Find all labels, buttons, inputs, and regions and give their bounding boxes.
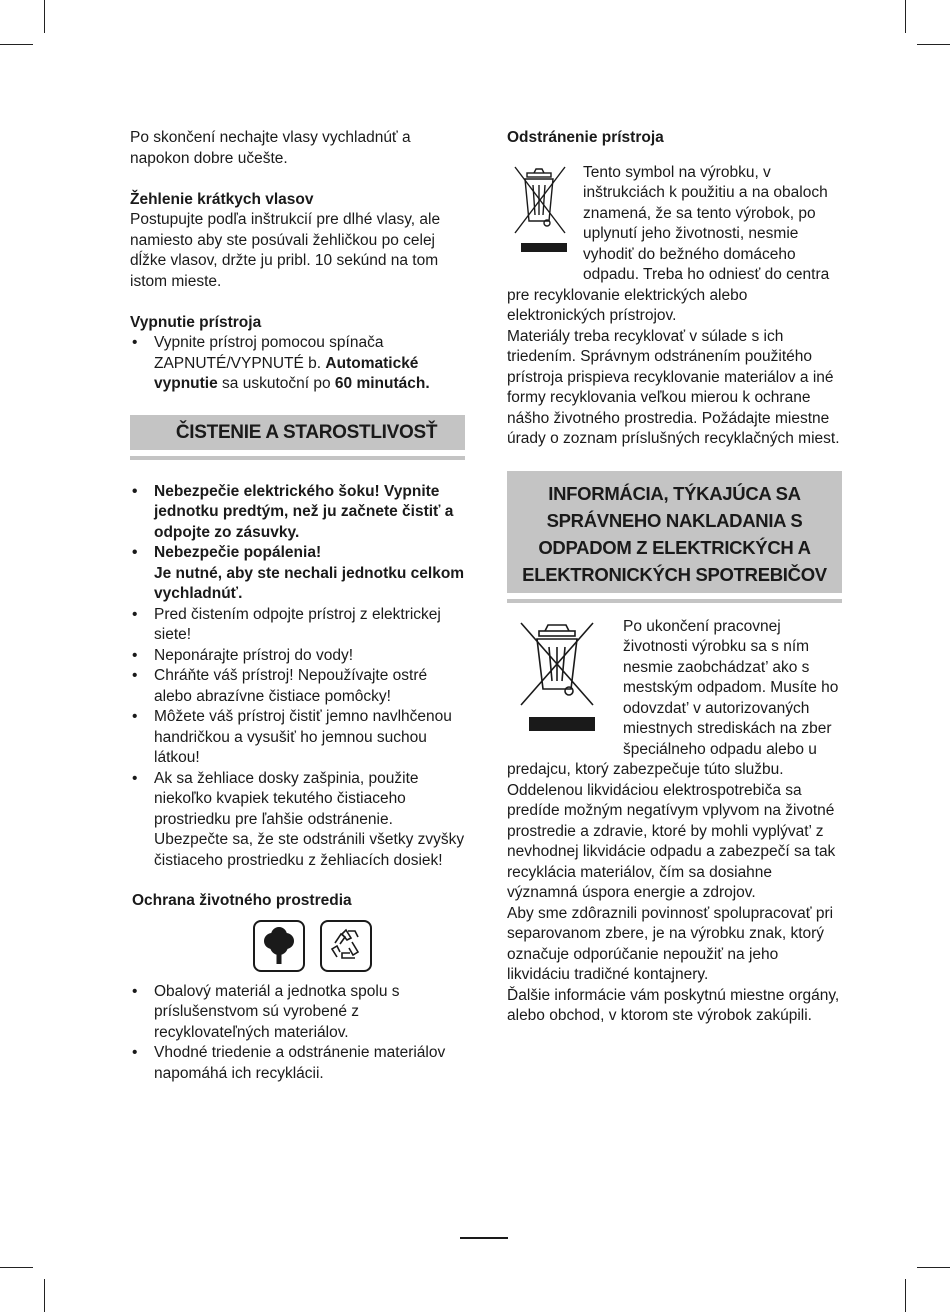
weee-text-3: Ďalšie informácie vám poskytnú miestne orgány, alebo obchod, v ktorom ste výrobok zakúpili.: [507, 986, 840, 1024]
crop-mark: [0, 44, 33, 45]
crop-mark: [905, 0, 906, 33]
removal-text-2: Materiály treba recyklovať v súlade s ich triedením. Správnym odstránením použitého prístroja prispieva recyklovanie materiálov a iné formy recyklovania veľkou mierou k ochrane nášho životného prostredia. Požádajte miestne úrady o zoznam príslušných recyklačných miest.: [507, 327, 840, 447]
off-heading: Vypnutie prístroja: [130, 313, 262, 331]
list-item: • Chráňte váš prístroj! Nepoužívajte ostré alebo abrazívne čistiace pomôcky!: [130, 666, 465, 707]
short-hair-text: Postupujte podľa inštrukcií pre dlhé vlasy, ale namiesto aby ste posúvali žehličkou po celej dĺžke vlasov, držte ju pribl. 10 sekúnd na tom istom mieste.: [130, 211, 441, 290]
page-footer-rule: [460, 1237, 508, 1239]
env-icons: [160, 920, 465, 972]
crossed-bin-icon: [507, 617, 613, 757]
weee-text: Po ukončení pracovnej životnosti výrobku sa s ním nesmie zaobchádzat’ ako s mestským odpadom. Musíte ho odovzdat’ v autorizovaných miestnych strediskách na zber špeciálneho odpadu alebo u predajcu, ktorý zabezpečuje túto službu. Oddelenou likvidáciou elektrospotrebiča sa predíde možným negatívym vplyvom na životné prostredie a zdravie, ktoré by mohli vyplývat’ z nevhodnej likvidácie odpadu a zabezpečí sa tak recyklácia materiálov, čím sa dosiahne významná úspora energie a zdrojov.: [507, 617, 839, 901]
cleaning-list: [130, 482, 465, 872]
weee-text-2: Aby sme zdôraznili povinnosť spolupracovať pri separovanom zbere, je na výrobku znak, ktorý označuje odporúčanie nepoužiť na jeho likvidáciu tradičné kontajnery.: [507, 904, 834, 983]
list-item: • Nebezpečie elektrického šoku! Vypnite jednotku predtým, než ju začnete čistiť a odpojte zo zásuvky.: [130, 482, 465, 544]
crop-mark: [917, 1267, 950, 1268]
cleaning-section-title: ČISTENIE A STAROSTLIVOSŤ: [130, 415, 465, 450]
crop-mark: [44, 0, 45, 33]
env-list: [130, 982, 465, 1085]
off-list: [130, 333, 465, 395]
env-heading: Ochrana životného prostredia: [132, 892, 352, 909]
removal-heading: Odstránenie prístroja: [507, 129, 664, 146]
removal-text: Tento symbol na výrobku, v inštrukciách k použitiu a na obaloch znamená, že sa tento výrobok, po uplynutí jeho životnosti, nesmie vyhodiť do bežného domáceho odpadu. Treba ho odniesť do centra pre recyklovanie elektrických alebo elektronických prístrojov.: [507, 163, 830, 324]
crossed-bin-icon: [507, 163, 577, 275]
left-column: [130, 128, 465, 1084]
list-item: • Vypnite prístroj pomocou spínača ZAPNUTÉ/VYPNUTÉ b. Automatické vypnutie sa uskutoční po 60 minutách.: [130, 333, 465, 395]
tree-icon: [253, 920, 305, 972]
list-item: • Obalový materiál a jednotka spolu s príslušenstvom sú vyrobené z recyklovateľných materiálov.: [130, 982, 465, 1044]
recycle-icon: [320, 920, 372, 972]
list-item: • Môžete váš prístroj čistiť jemno navlhčenou handričkou a vysušiť ho jemnou suchou látkou!: [130, 707, 465, 769]
list-item: • Ak sa žehliace dosky zašpinia, použite niekoľko kvapiek tekutého čistiaceho prostriedku pre ľahšie odstránenie. Ubezpečte sa, že ste odstránili všetky zvyšky čistiaceho prostriedku z žehliacích dosiek!: [130, 769, 465, 872]
list-item: • Neponárajte prístroj do vody!: [130, 646, 465, 667]
right-column: [507, 128, 842, 1027]
crop-mark: [44, 1279, 45, 1312]
weee-section-title: INFORMÁCIA, TÝKAJÚCA SA SPRÁVNEHO NAKLADANIA S ODPADOM Z ELEKTRICKÝCH A ELEKTRONICKÝCH SPOTREBIČOV: [507, 471, 842, 593]
list-item: • Vhodné triedenie a odstránenie materiálov napomáhá ich recyklácii.: [130, 1043, 465, 1084]
list-item: • Pred čistením odpojte prístroj z elektrickej siete!: [130, 605, 465, 646]
crop-mark: [917, 44, 950, 45]
crop-mark: [905, 1279, 906, 1312]
short-hair-heading: Žehlenie krátkych vlasov: [130, 190, 314, 208]
intro-text: Po skončení nechajte vlasy vychladnúť a napokon dobre učešte.: [130, 129, 411, 167]
list-item: • Nebezpečie popálenia! Je nutné, aby ste nechali jednotku celkom vychladnúť.: [130, 543, 465, 605]
crop-mark: [0, 1267, 33, 1268]
